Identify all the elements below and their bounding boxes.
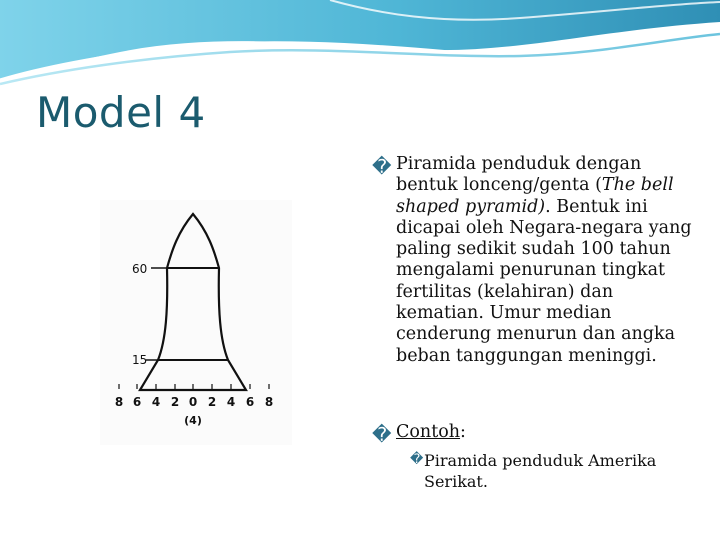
- scale-label: 2: [207, 395, 217, 409]
- description-text-italic: The bell shaped pyramid): [396, 175, 674, 217]
- scale-label: 4: [151, 395, 161, 409]
- diagram-caption: (4): [184, 414, 202, 427]
- scale-label: 0: [188, 395, 198, 409]
- age-label-60: 60: [132, 262, 148, 276]
- bullet-paragraph-description: [396, 154, 706, 367]
- sub-bullet-marker-icon: �: [410, 452, 424, 467]
- sub-bullet-example-text: Piramida penduduk Amerika Serikat.: [424, 451, 657, 491]
- bullet-marker-icon: �: [372, 156, 392, 178]
- scale-label: 6: [132, 395, 142, 409]
- bullet-example-heading: [396, 422, 466, 443]
- description-text-start: Piramida penduduk dengan bentuk lonceng/genta (: [396, 154, 642, 196]
- scale-label: 2: [170, 395, 180, 409]
- slide-title: Model 4: [36, 88, 206, 137]
- scale-label: 6: [245, 395, 255, 409]
- scale-label: 4: [226, 395, 236, 409]
- bullet-marker-icon: �: [372, 424, 392, 446]
- age-label-15: 15: [132, 353, 148, 367]
- scale-label: 8: [264, 395, 274, 409]
- example-label: Contoh: [396, 422, 461, 442]
- population-pyramid-diagram: [100, 200, 292, 445]
- scale-label: 8: [114, 395, 124, 409]
- header-wave-decoration: [0, 0, 720, 90]
- example-label-suffix: :: [460, 422, 466, 442]
- description-text-end: . Bentuk ini dicapai oleh Negara-negara yang paling sedikit sudah 100 tahun mengalami penurunan tingkat fertilitas (kelahiran) dan kematian. Umur median cenderung menurun dan angka beban tanggungan meninggi.: [396, 196, 692, 366]
